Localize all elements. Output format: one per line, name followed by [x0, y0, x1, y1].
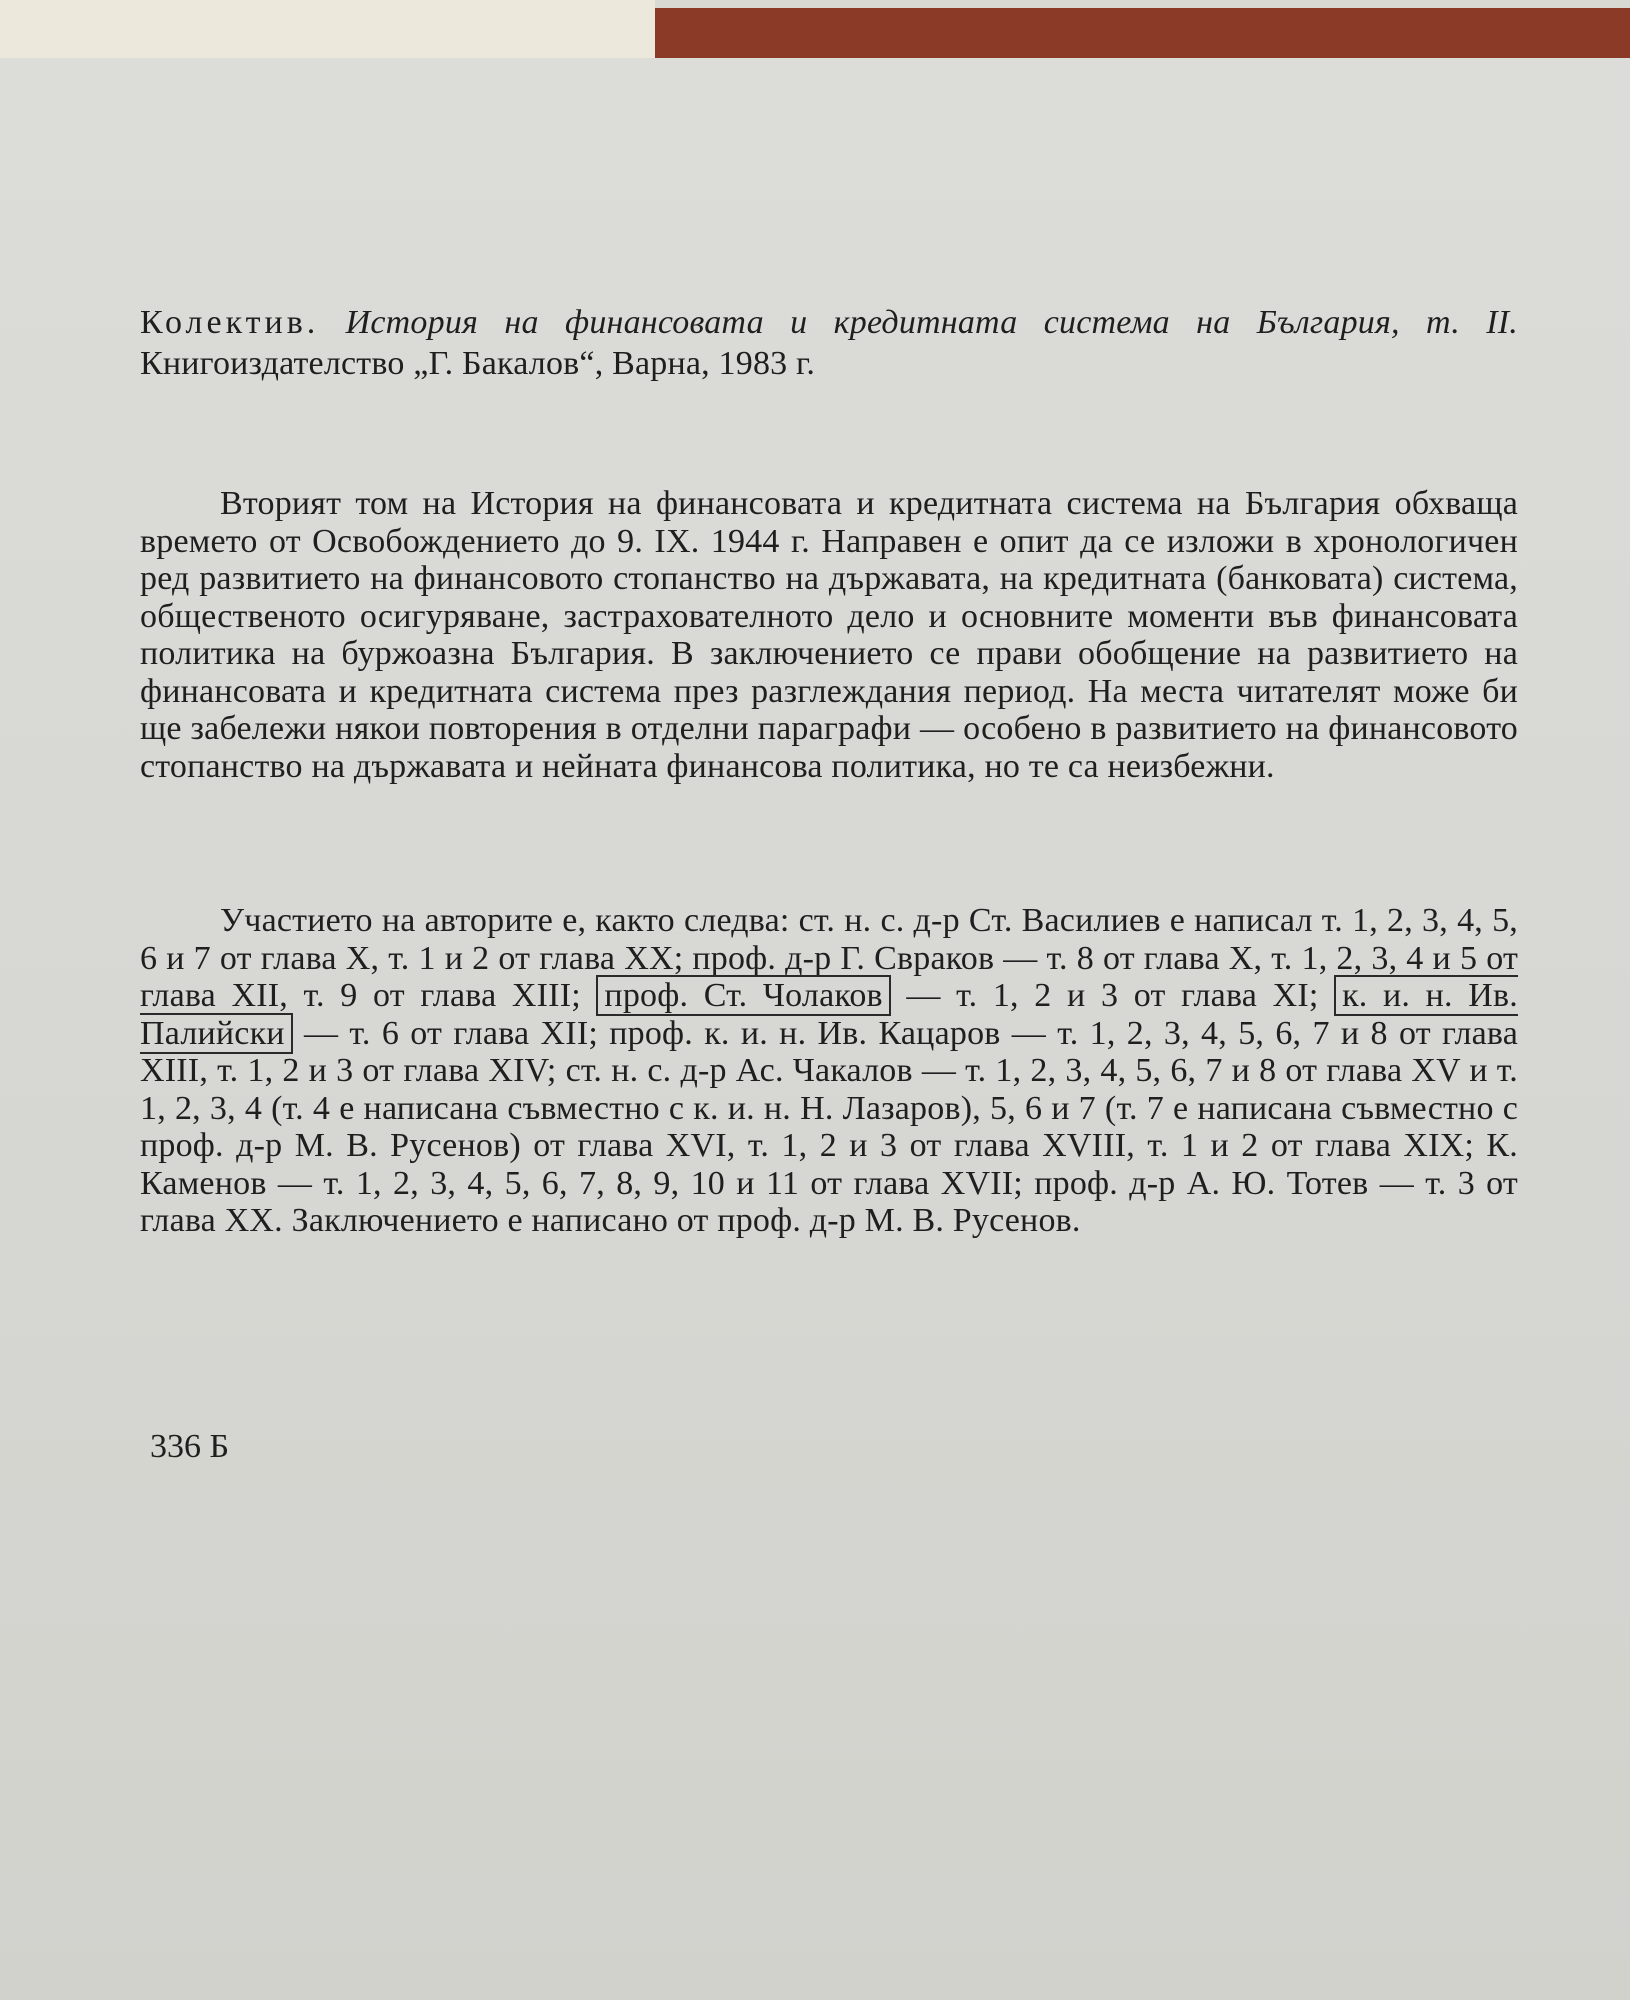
bibliographic-citation — [140, 302, 1518, 384]
book-cover-edge — [655, 8, 1630, 58]
citation-author: Колектив. — [140, 304, 320, 341]
contributors-text-2: — т. 1, 2 и 3 от глава XI; — [906, 977, 1319, 1014]
citation-title: История на финансовата и кредитната система на България, т. II. — [345, 304, 1518, 341]
catalog-code: 336 Б — [150, 1428, 230, 1465]
citation-publisher: Книгоиздателство „Г. Бакалов“, Варна, 1983 г. — [140, 345, 816, 382]
top-paper-strip — [0, 0, 655, 58]
contributors-paragraph — [140, 902, 1518, 1240]
contributors-text-3: — т. 6 от глава XII; проф. к. и. н. Ив. Кацаров — т. 1, 2, 3, 4, 5, 6, 7 и 8 от глава XIII, т. 1, 2 и 3 от глава XIV; ст. н. с. д-р Ас. Чакалов — т. 1, 2, 3, 4, 5, 6, 7 и 8 от глава XV и т. 1, 2, 3, 4 (т. 4 е написана съвместно с к. и. н. Н. Лазаров), 5, 6 и 7 (т. 7 е написана съвместно с проф. д-р М. В. Русенов) от глава XVI, т. 1, 2 и 3 от глава XVIII, т. 1 и 2 от глава XIX; К. Каменов — т. 1, 2, 3, 4, 5, 6, 7, 8, 9, 10 и 11 от глава XVII; проф. д-р А. Ю. Тотев — т. 3 от глава XX. Заключението е написано от проф. д-р М. В. Русенов. — [140, 1014, 1519, 1239]
summary-paragraph: Вторият том на История на финансовата и кредитната система на България обхваща времето от Освобождението до 9. IX. 1944 г. Направен е опит да се изложи в хронологичен ред развитието на финансовото стопанство на държавата, на кредитната (банковата) система, общественото осигуряване, застрахователното дело и основните моменти във финансовата политика на буржоазна България. В заключението се прави обобщение на развитието на финансовата и кредитната система през разглеждания период. На места читателят може би ще забележи някои повторения в отделни параграфи — особено в развитието на финансовото стопанство на държавата и нейната финансова политика, но те са неизбежни. — [140, 485, 1518, 785]
boxed-name-cholakov: проф. Ст. Чолаков — [596, 975, 890, 1016]
boxed-name-paliyski: к. и. н. Ив. Палийски — [140, 977, 1519, 1052]
contributors-text-1: Участието на авторите е, както следва: ст. н. с. д-р Ст. Василиев е написал т. 1, 2, 3, 4, 5, 6 и 7 от глава X, т. 1 и 2 от глава XX; проф. д-р Г. Свраков — т. 8 от глава X, т. 1, 2, 3, 4 и 5 от глава XII, т. 9 от глава XIII; — [140, 902, 1518, 1014]
